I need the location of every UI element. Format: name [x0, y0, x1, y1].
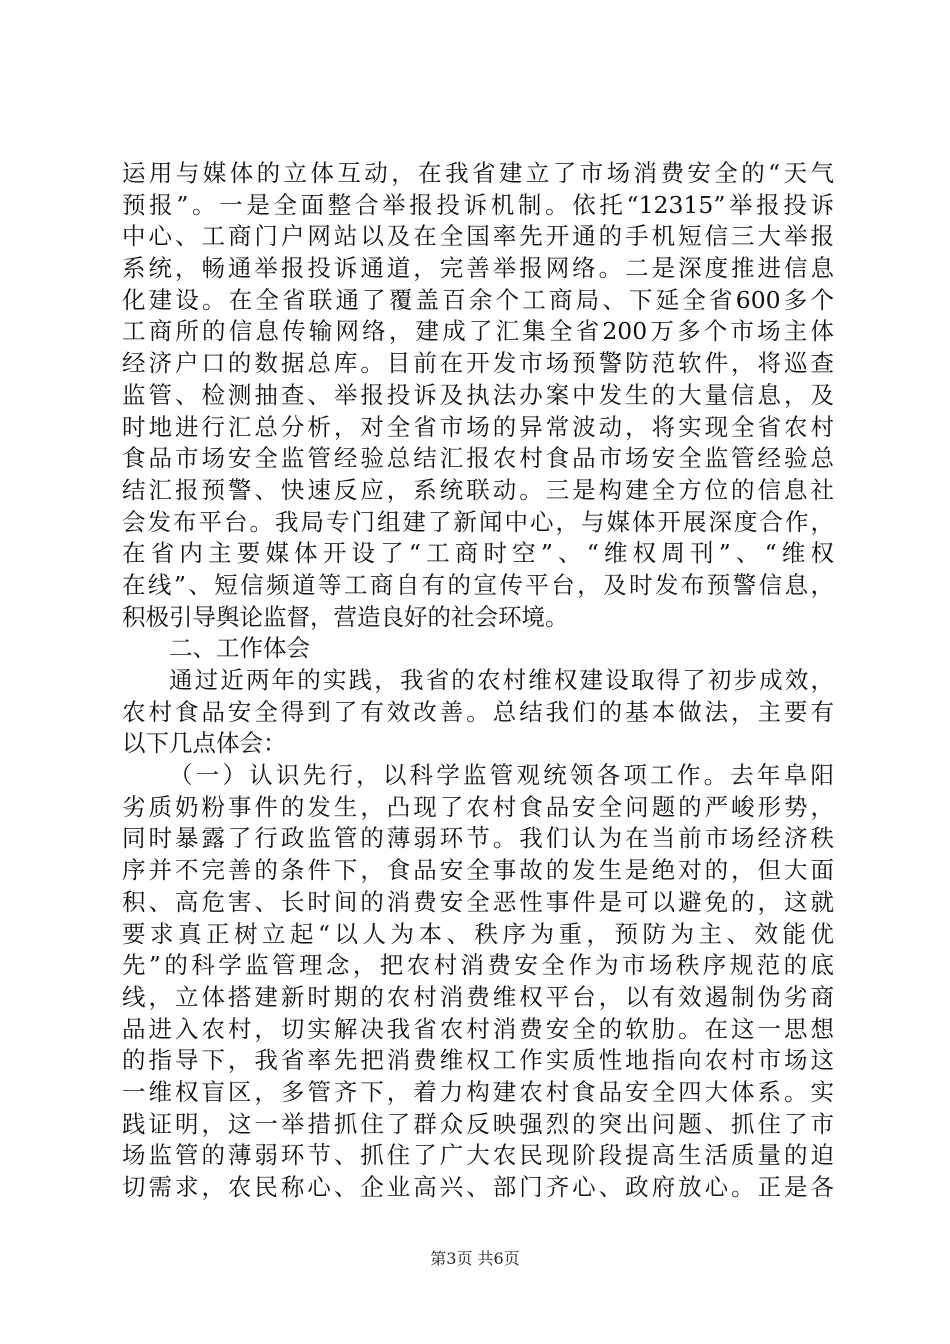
text-line: 食品市场安全监管经验总结汇报农村食品市场安全监管经验总: [122, 444, 834, 473]
text-line: 同时暴露了行政监管的薄弱环节。我们认为在当前市场经济秩: [122, 824, 834, 853]
text-line: 经济户口的数据总库。目前在开发市场预警防范软件，将巡查: [122, 349, 834, 378]
text-line: 以下几点体会：: [122, 729, 287, 758]
text-line: 要求真正树立起“以人为本、秩序为重，预防为主、效能优: [122, 919, 834, 948]
text-line: 切需求，农民称心、企业高兴、部门齐心、政府放心。正是各: [122, 1173, 834, 1201]
text-line: 会发布平台。我局专门组建了新闻中心，与媒体开展深度合作，: [122, 507, 834, 536]
text-line: 工商所的信息传输网络，建成了汇集全省200万多个市场主体: [122, 317, 834, 346]
text-line: 劣质奶粉事件的发生，凸现了农村食品安全问题的严峻形势，: [122, 792, 834, 821]
text-line: 先”的科学监管理念，把农村消费安全作为市场秩序规范的底: [122, 951, 834, 980]
subsection-line: （一）认识先行，以科学监管观统领各项工作。去年阜阳: [169, 761, 834, 790]
text-line: 积、高危害、长时间的消费安全恶性事件是可以避免的，这就: [122, 887, 834, 916]
page-number-footer: 第3页 共6页: [430, 1249, 520, 1268]
text-line: 结汇报预警、快速反应，系统联动。三是构建全方位的信息社: [122, 475, 834, 504]
text-line: 践证明，这一举措抓住了群众反映强烈的突出问题、抓住了市: [122, 1109, 834, 1138]
section-heading: 二、工作体会: [169, 634, 310, 663]
text-line: 序并不完善的条件下，食品安全事故的发生是绝对的，但大面: [122, 856, 834, 885]
text-line: 监管、检测抽查、举报投诉及执法办案中发生的大量信息，及: [122, 380, 834, 409]
text-line: 时地进行汇总分析，对全省市场的异常波动，将实现全省农村: [122, 412, 834, 441]
text-line: 线，立体搭建新时期的农村消费维权平台，以有效遏制伪劣商: [122, 982, 834, 1011]
text-line: 系统，畅通举报投诉通道，完善举报网络。二是深度推进信息: [122, 254, 834, 283]
text-line: 一维权盲区，多管齐下，着力构建农村食品安全四大体系。实: [122, 1077, 834, 1106]
text-line: 农村食品安全得到了有效改善。总结我们的基本做法，主要有: [122, 697, 834, 726]
text-line: 预报”。一是全面整合举报投诉机制。依托“12315”举报投诉: [122, 190, 834, 219]
text-line: 中心、工商门户网站以及在全国率先开通的手机短信三大举报: [122, 222, 834, 251]
body-text: [122, 158, 834, 1204]
text-line: 的指导下，我省率先把消费维权工作实质性地指向农村市场这: [122, 1046, 834, 1075]
text-line: 通过近两年的实践，我省的农村维权建设取得了初步成效，: [169, 666, 834, 694]
text-line: 在线”、短信频道等工商自有的宣传平台，及时发布预警信息，: [122, 570, 834, 599]
text-line: 场监管的薄弱环节、抓住了广大农民现阶段提高生活质量的迫: [122, 1141, 834, 1170]
text-line: 运用与媒体的立体互动，在我省建立了市场消费安全的“天气: [122, 159, 834, 187]
text-line: 在省内主要媒体开设了“工商时空”、“维权周刊”、“维权: [122, 539, 834, 568]
text-line: 品进入农村，切实解决我省农村消费安全的软肋。在这一思想: [122, 1014, 834, 1043]
text-line: 化建设。在全省联通了覆盖百余个工商局、下延全省600多个: [122, 285, 834, 314]
text-line: 积极引导舆论监督，营造良好的社会环境。: [122, 602, 569, 631]
